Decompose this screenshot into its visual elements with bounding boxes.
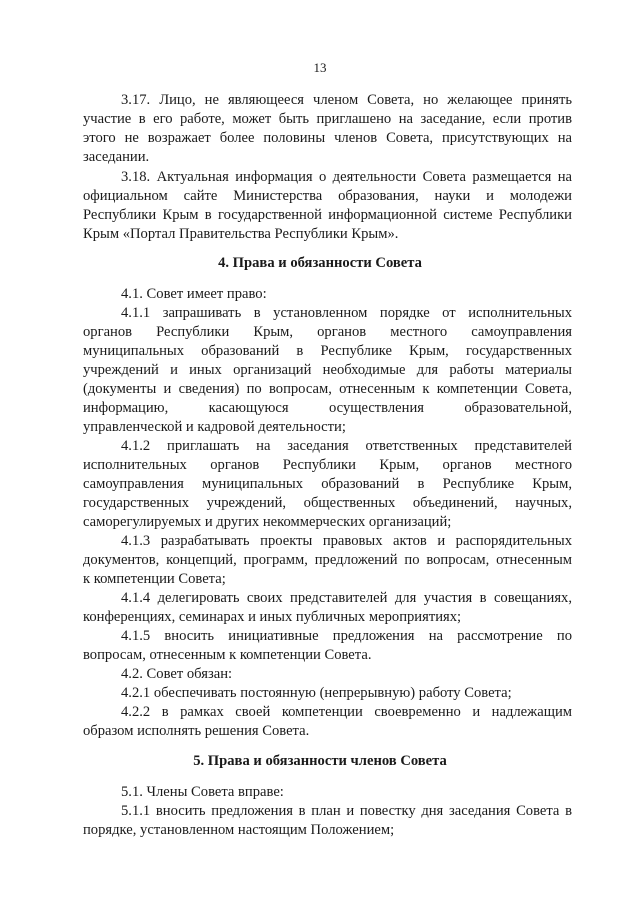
paragraph-3-17-line: заседании. <box>83 149 150 165</box>
paragraph-3-17-line: этого не возражает более половины членов Совета, присутствующих на <box>83 130 572 146</box>
section-5-heading: 5. Права и обязанности членов Совета <box>193 753 447 769</box>
section-4-heading: 4. Права и обязанности Совета <box>218 255 422 271</box>
paragraph-4-1-3-line: к компетенции Совета; <box>83 571 226 587</box>
paragraph-4-1-2-line: исполнительных органов Республики Крым, органов местного <box>83 457 572 473</box>
paragraph-5-1-1-line: порядке, установленном настоящим Положением; <box>83 822 395 838</box>
paragraph-3-17-line: участие в его работе, может быть приглашено на заседание, если против <box>83 111 572 127</box>
paragraph-3-18-line: 3.18. Актуальная информация о деятельности Совета размещается на <box>121 169 572 185</box>
paragraph-4-1-2-line: саморегулируемых и других некоммерческих организаций; <box>83 514 452 530</box>
paragraph-4-2-2-line: образом исполнять решения Совета. <box>83 723 310 739</box>
paragraph-4-1-1-line: органов Республики Крым, органов местного самоуправления <box>83 324 572 340</box>
paragraph-4-1-1-line: управленческой и кадровой деятельности; <box>83 419 346 435</box>
paragraph-4-2-1: 4.2.1 обеспечивать постоянную (непрерывную) работу Совета; <box>121 685 512 701</box>
paragraph-4-2: 4.2. Совет обязан: <box>121 666 233 682</box>
paragraph-4-1-1-line: учреждений и иных организаций необходимые для работы материалы <box>83 362 572 378</box>
paragraph-4-1-5-line: 4.1.5 вносить инициативные предложения на рассмотрение по <box>121 628 572 644</box>
paragraph-4-1-3-line: документов, концепций, программ, предложений по вопросам, отнесенным <box>83 552 572 568</box>
paragraph-5-1-1-line: 5.1.1 вносить предложения в план и повестку дня заседания Совета в <box>121 803 572 819</box>
paragraph-4-1-4-line: 4.1.4 делегировать своих представителей для участия в совещаниях, <box>121 590 572 606</box>
paragraph-4-1-1-line: информацию, касающуюся осуществления образовательной, <box>83 400 572 416</box>
paragraph-4-1-4-line: конференциях, семинарах и иных публичных мероприятиях; <box>83 609 462 625</box>
paragraph-4-1-1-line: 4.1.1 запрашивать в установленном порядке от исполнительных <box>121 305 572 321</box>
paragraph-3-18-line: Республики Крым в государственной информационной системе Республики <box>83 207 572 223</box>
paragraph-4-1-2-line: 4.1.2 приглашать на заседания ответственных представителей <box>121 438 572 454</box>
paragraph-4-1-5-line: вопросам, отнесенным к компетенции Совета. <box>83 647 372 663</box>
page-number: 13 <box>313 60 327 75</box>
paragraph-3-17-line: 3.17. Лицо, не являющееся членом Совета, но желающее принять <box>121 92 572 108</box>
paragraph-4-1-2-line: самоуправления муниципальных образований в Республике Крым, <box>83 476 572 492</box>
paragraph-4-1-1-line: муниципальных образований в Республике Крым, государственных <box>83 343 572 359</box>
paragraph-4-1-2-line: государственных учреждений, общественных объединений, научных, <box>83 495 572 511</box>
paragraph-4-1-3-line: 4.1.3 разрабатывать проекты правовых актов и распорядительных <box>121 533 572 549</box>
paragraph-3-18-line: официальном сайте Министерства образования, науки и молодежи <box>83 188 572 204</box>
paragraph-5-1: 5.1. Члены Совета вправе: <box>121 784 284 800</box>
paragraph-4-1: 4.1. Совет имеет право: <box>121 286 267 302</box>
paragraph-3-18-line: Крым «Портал Правительства Республики Крым». <box>83 226 399 242</box>
paragraph-4-2-2-line: 4.2.2 в рамках своей компетенции своевременно и надлежащим <box>121 704 572 720</box>
paragraph-4-1-1-line: (документы и сведения) по вопросам, отнесенным к компетенции Совета, <box>83 381 572 397</box>
